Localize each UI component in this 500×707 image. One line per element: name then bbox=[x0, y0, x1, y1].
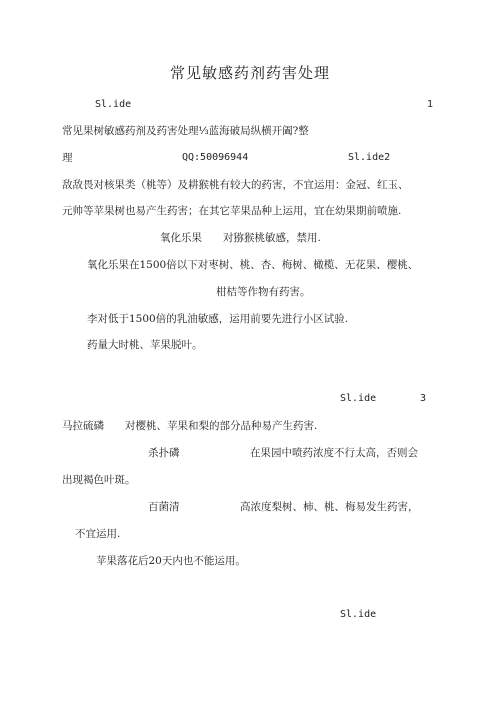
paragraph-4: 李对低于1500倍的乳油敏感，运用前要先进行小区试验. bbox=[87, 313, 349, 325]
paragraph-7-term: 杀扑磷 bbox=[148, 447, 180, 459]
paragraph-8-line-2: 不宜运用. bbox=[75, 528, 121, 540]
page-title: 常见敏感药剂药害处理 bbox=[169, 64, 330, 82]
intro-line: 常见果树敏感药剂及药害处理⅓蓝海破局纵横开阖?整 bbox=[62, 125, 309, 137]
paragraph-5: 药量大时桃、苹果脱叶。 bbox=[87, 339, 203, 351]
paragraph-1-line-1: 敌敌畏对核果类（桃等）及耕猴桃有较大的药害，不宜运用：金冠、红玉、 bbox=[62, 179, 409, 191]
paragraph-3-line-1: 氧化乐果在1500倍以下对枣树、桃、杏、梅树、橄榄、无花果、樱桃、 bbox=[87, 259, 419, 271]
paragraph-7-text: 在果园中喷药浓度不行太高，否则会 bbox=[250, 447, 418, 459]
slide-label-2: Sl.ide2 bbox=[348, 152, 391, 163]
paragraph-1-line-2: 元帅等苹果树也易产生药害；在其它苹果品种上运用，宜在幼果期前喷施. bbox=[62, 205, 402, 217]
slide-label-3: Sl.ide bbox=[340, 393, 377, 404]
intro-line-end: 理 bbox=[62, 152, 73, 164]
paragraph-2: 氧化乐果 对猕猴桃敏感，禁用. bbox=[160, 232, 321, 244]
paragraph-8-text: 高浓度梨树、柿、桃、梅易发生药害， bbox=[240, 501, 419, 513]
slide-number-3: 3 bbox=[420, 393, 427, 404]
slide-label-1: Sl.ide bbox=[95, 99, 132, 110]
qq-contact: QQ:50096944 bbox=[182, 152, 249, 163]
paragraph-7-line-2: 出现褐色叶斑。 bbox=[62, 474, 136, 486]
slide-number-1: 1 bbox=[427, 99, 434, 110]
paragraph-9: 苹果落花后20天内也不能运用。 bbox=[96, 555, 246, 567]
paragraph-8-term: 百菌清 bbox=[148, 501, 180, 513]
paragraph-3-line-2: 柑桔等作物有药害。 bbox=[216, 286, 311, 298]
paragraph-6: 马拉硫磷 对樱桃、苹果和梨的部分品种易产生药害. bbox=[62, 420, 318, 432]
slide-label-4: Sl.ide bbox=[340, 609, 377, 620]
